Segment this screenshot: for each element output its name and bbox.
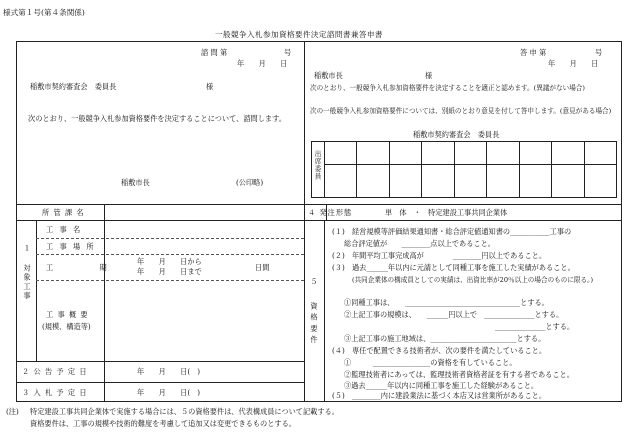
upper-divider (304, 41, 305, 204)
attendance-col-line (421, 141, 422, 198)
answer-number-suffix: 号 (595, 48, 603, 57)
order-form-bottom-line (304, 220, 622, 221)
attendance-col-line (486, 141, 487, 198)
form-number: 様式第１号(第４条関係) (3, 8, 85, 17)
attendance-col-line (356, 141, 357, 198)
dept-label: 所 管 課 名 (42, 208, 85, 217)
inquiry-honorific: 様 (206, 82, 214, 91)
requirement-line: ③過去______年以内に同種工事を施工した経験があること。 (344, 381, 539, 390)
footnote-label: (注) (6, 407, 19, 416)
period-end: 年 月 日まで (137, 267, 202, 276)
answer-body-text-1: 次のとおり、一般競争入札参加資格要件を決定することを適正と認めます。(異議がない場合) (310, 84, 585, 92)
attendance-col-line (584, 141, 585, 198)
seal-note: (公印略) (236, 178, 264, 187)
order-form-label: ４ 発注形態 (308, 208, 353, 217)
row-line (36, 254, 304, 255)
period-days: 日間 (255, 263, 270, 272)
bid-date-value: 年 月 日( ) (137, 388, 201, 397)
notice-date-value: 年 月 日( ) (137, 367, 201, 376)
inquiry-date: 年 月 日 (237, 59, 288, 68)
lower-divider (304, 204, 305, 402)
requirement-line: 総合評定値が ________点以上であること。 (344, 239, 495, 248)
row-line (36, 238, 304, 239)
council-chair: 稲敷市契約審査会 委員長 (413, 130, 500, 139)
project-overview-sub: (規模、構造等) (42, 322, 91, 331)
requirement-line: (１) 経営規模等評価結果通知書・総合評定値通知書の___________工事の (332, 227, 572, 236)
project-overview-label: 工 事 概 要 (46, 310, 89, 319)
answer-honorific: 様 (425, 71, 433, 80)
answer-addressee: 稲敷市長 (314, 71, 343, 80)
inquiry-addressee: 稲敷市契約審査会 委員長 (30, 82, 117, 91)
requirement-line: ②監理技術者にあっては、監理技術者資格者証を有する者であること。 (344, 370, 574, 379)
inquiry-number-suffix: 号 (284, 48, 292, 57)
table-top-line (16, 204, 622, 205)
left-label-col-line (104, 204, 105, 402)
attendance-col-line (551, 141, 552, 198)
project-period-label: 工 期 (46, 263, 129, 272)
requirement-line: (５) ________内に建設業法に基づく本店又は営業所があること。 (332, 391, 547, 400)
notice-date-label: ２ 公 告 予 定 日 (22, 367, 88, 376)
answer-body-text-2: 次の一般競争入札参加資格要件については、別紙のとおり意見を付して答申します。(意見がある場合) (310, 107, 612, 115)
project-name-label: 工 事 名 (46, 225, 83, 234)
attendance-col-line (389, 141, 390, 198)
answer-number-label: 答 申 第 (520, 48, 547, 57)
requirement-line: ③上記工事の施工地域は、________________________とする。 (344, 334, 546, 343)
attendance-label-divider (324, 141, 325, 198)
requirement-line: (２) 年間平均工事完成高が ________円以上であること。 (332, 251, 547, 260)
row-line (16, 220, 304, 221)
period-start: 年 月 日から (137, 257, 202, 266)
row-line (36, 280, 304, 281)
project-site-label: 工 事 場 所 (46, 242, 96, 251)
footnote-line-2: 資格要件は、工事の規模や技術的難度を考慮して追加又は変更できるものとする。 (30, 419, 296, 428)
row-line (16, 382, 304, 383)
answer-date: 年 月 日 (548, 59, 599, 68)
row-line (16, 361, 304, 362)
req-label-divider (324, 220, 325, 402)
requirement-line: ① ________________の資格を有していること。 (344, 358, 517, 367)
bid-date-label: ３ 入 札 予 定 日 (22, 388, 88, 397)
requirement-line: (３) 過去______年以内に元請として同種工事を施工した実績があること。 (332, 263, 575, 272)
order-form-value: 単 体 ・ 特定建設工事共同企業体 (385, 208, 508, 217)
requirement-line: ______________とする。 (495, 322, 575, 331)
section1-label: １ 対象工事 (23, 244, 32, 301)
attendance-col-line (454, 141, 455, 198)
attendance-col-line (519, 141, 520, 198)
attendance-label: 出席委員 (313, 150, 321, 181)
inquiry-signatory: 稲敷市長 (121, 178, 150, 187)
requirement-line: ①同種工事は、 ________________________________とする。 (344, 298, 549, 307)
footnote-line-1: 特定建設工事共同企業体で実施する場合には、５の資格要件は、代表構成員について記載する。 (30, 407, 339, 416)
inquiry-body-text: 次のとおり、一般競争入札参加資格要件を決定することについて、諮問します。 (28, 114, 286, 123)
attendance-row-divider (324, 164, 617, 165)
page-title: 一般競争入札参加資格要件決定諮問書兼答申書 (215, 30, 383, 39)
requirement-line: ②上記工事の規模は、 ______円以上で ______________とする。 (344, 310, 564, 319)
req-section-label: ５ 資格要件 (310, 278, 319, 347)
inquiry-number-label: 諮 問 第 (201, 48, 228, 57)
requirement-line: (４) 専任で配置できる技術者が、次の要件を満たしていること。 (332, 346, 547, 355)
requirement-line: (共同企業体の構成員としての実績は、出資比率が20％以上の場合のものに限る。) (352, 276, 594, 284)
section1-label-divider (36, 220, 37, 361)
